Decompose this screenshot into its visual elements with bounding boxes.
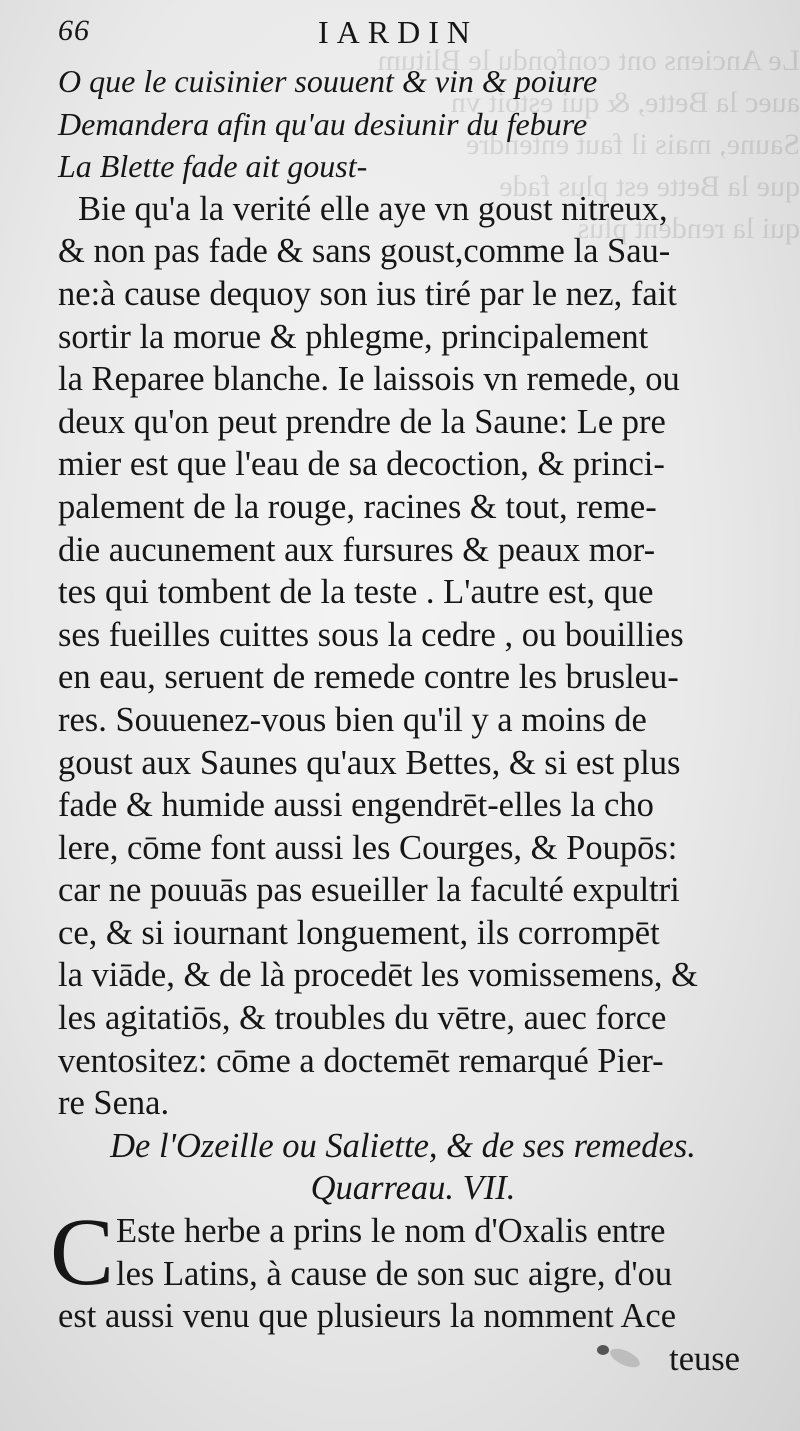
section-title: De l'Ozeille ou Saliette, & de ses remedes.	[110, 1126, 696, 1165]
paper-blemish	[595, 1342, 643, 1368]
verse-line: La Blette fade ait goust-	[58, 148, 368, 185]
text-line: Bie qu'a la verité elle aye vn goust nitreux,	[78, 189, 668, 228]
text-line: est aussi venu que plusieurs la nomment Ace	[58, 1297, 677, 1336]
text-line: re Sena.	[58, 1084, 170, 1123]
catchword: teuse	[669, 1339, 740, 1378]
text-line: res. Souuenez-vous bien qu'il y a moins de	[58, 700, 647, 739]
page-number: 66	[58, 14, 90, 47]
section-subtitle: Quarreau. VII.	[310, 1169, 516, 1208]
text-line: ventositez: cōme a doctemēt remarqué Pier-	[58, 1041, 664, 1080]
text-line: ne:à cause dequoy son ius tiré par le nez, fait	[58, 274, 677, 313]
drop-cap: C	[50, 1198, 115, 1306]
text-line: sortir la morue & phlegme, principalement	[58, 317, 649, 356]
text-line: fade & humide aussi engendrēt-elles la cho	[58, 786, 654, 825]
text-line: palement de la rouge, racines & tout, reme-	[58, 487, 657, 526]
text-line: ses fueilles cuittes sous la cedre , ou bouillies	[58, 615, 684, 654]
text-line: mier est que l'eau de sa decoction, & princi-	[58, 445, 665, 484]
page-text	[50, 60, 748, 1380]
text-line: en eau, seruent de remede contre les brusleu-	[58, 658, 679, 697]
verse-quotation	[58, 60, 748, 188]
text-line: la Reparee blanche. Ie laissois vn remede, ou	[58, 360, 680, 399]
text-line: & non pas fade & sans goust,comme la Sau-	[58, 232, 671, 271]
page-header	[58, 14, 750, 54]
text-line: goust aux Saunes qu'aux Bettes, & si est plus	[58, 743, 681, 782]
text-line: tes qui tombent de la teste . L'autre est, que	[58, 573, 654, 612]
text-line: deux qu'on peut prendre de la Saune: Le pre	[58, 402, 666, 441]
text-line: la viāde, & de là procedēt les vomissemens, &	[58, 956, 698, 995]
text-line: lere, cōme font aussi les Courges, & Poupōs:	[58, 828, 678, 867]
commentary-paragraph	[58, 188, 748, 1125]
text-line: les agitatiōs, & troubles du vētre, auec force	[58, 999, 667, 1038]
text-line: Este herbe a prins le nom d'Oxalis entre	[116, 1212, 666, 1251]
section-paragraph	[50, 1198, 748, 1380]
running-title: IARDIN	[318, 14, 478, 50]
verse-line: Demandera afin qu'au desiunir du febure	[58, 105, 588, 142]
text-line: les Latins, à cause de son suc aigre, d'ou	[116, 1254, 673, 1293]
text-line: die aucunement aux fursures & peaux mor-	[58, 530, 656, 569]
verse-line: O que le cuisinier souuent & vin & poiure	[58, 63, 598, 99]
show-through-texture: Le Anciens ont confondu le Blitum auec la Bette, & qui estoit vn Saune, mais il faut entendre que la Bette est plus fade qui la rendent plus	[377, 44, 800, 245]
text-line: ce, & si iournant longuement, ils corrompēt	[58, 913, 660, 952]
text-line: car ne pouuās pas esueiller la faculté expultri	[58, 871, 680, 910]
